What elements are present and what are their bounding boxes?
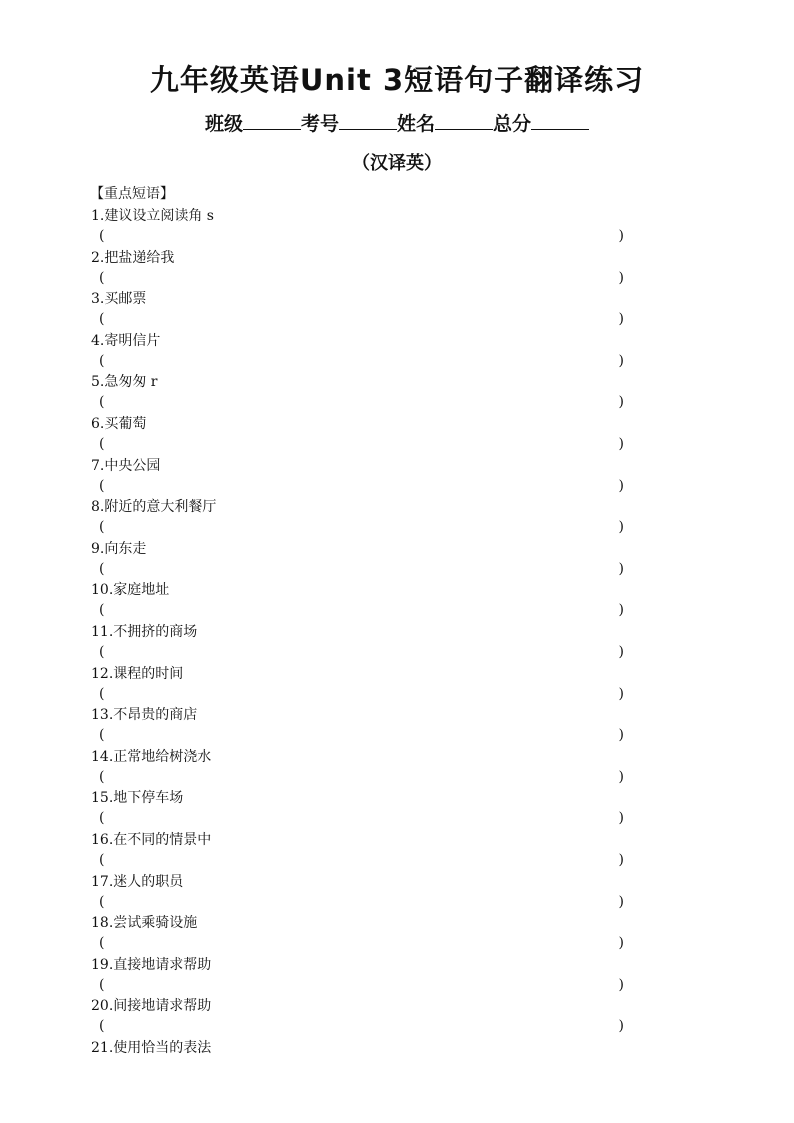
right-bracket: ) bbox=[618, 727, 624, 744]
left-bracket: ( bbox=[99, 893, 105, 910]
answer-field[interactable] bbox=[99, 808, 624, 828]
exercise-item bbox=[91, 331, 631, 373]
left-bracket: ( bbox=[99, 435, 105, 452]
left-bracket: ( bbox=[99, 935, 105, 952]
exercise-question: 17.迷人的职员 bbox=[91, 873, 184, 890]
exercise-question: 4.寄明信片 bbox=[91, 332, 161, 349]
exercise-item bbox=[91, 913, 631, 955]
exercise-question: 2.把盐递给我 bbox=[91, 249, 175, 266]
class-blank[interactable] bbox=[243, 111, 301, 130]
exercise-item bbox=[91, 206, 631, 248]
exam-number-blank[interactable] bbox=[339, 111, 397, 130]
exercise-question: 13.不昂贵的商店 bbox=[91, 707, 198, 724]
answer-field[interactable] bbox=[99, 600, 624, 620]
exercise-question: 7.中央公园 bbox=[91, 457, 161, 474]
exercise-item bbox=[91, 872, 631, 914]
right-bracket: ) bbox=[618, 976, 624, 993]
exercise-item bbox=[91, 1038, 631, 1080]
right-bracket: ) bbox=[618, 352, 624, 369]
exercise-question: 12.课程的时间 bbox=[91, 665, 184, 682]
answer-field[interactable] bbox=[99, 226, 624, 246]
student-info-line bbox=[0, 110, 794, 138]
right-bracket: ) bbox=[618, 935, 624, 952]
left-bracket: ( bbox=[99, 352, 105, 369]
left-bracket: ( bbox=[99, 228, 105, 244]
exam-number-label: 考号 bbox=[300, 113, 339, 135]
page-title: 九年级英语Unit 3短语句子翻译练习 bbox=[149, 63, 645, 97]
left-bracket: ( bbox=[99, 602, 105, 619]
name-label: 姓名 bbox=[397, 113, 436, 135]
left-bracket: ( bbox=[99, 810, 105, 827]
answer-field[interactable] bbox=[99, 351, 624, 371]
exercise-item bbox=[91, 456, 631, 498]
answer-field[interactable] bbox=[99, 975, 624, 995]
exercise-item bbox=[91, 705, 631, 747]
right-bracket: ) bbox=[618, 311, 624, 328]
exercise-question: 18.尝试乘骑设施 bbox=[91, 915, 198, 932]
exercise-item bbox=[91, 996, 631, 1038]
exercise-item bbox=[91, 788, 631, 830]
answer-field[interactable] bbox=[99, 933, 624, 953]
exercise-item bbox=[91, 414, 631, 456]
right-bracket: ) bbox=[618, 435, 624, 452]
section-heading: 【重点短语】 bbox=[90, 186, 174, 202]
exercise-question: 15.地下停车场 bbox=[91, 790, 184, 807]
left-bracket: ( bbox=[99, 394, 105, 411]
exercise-item bbox=[91, 372, 631, 414]
right-bracket: ) bbox=[618, 893, 624, 910]
exercise-item bbox=[91, 664, 631, 706]
exercise-question: 3.买邮票 bbox=[91, 291, 147, 308]
right-bracket: ) bbox=[618, 810, 624, 827]
answer-field[interactable] bbox=[99, 850, 624, 870]
answer-field[interactable] bbox=[99, 309, 624, 329]
left-bracket: ( bbox=[99, 768, 105, 785]
exercise-item bbox=[91, 955, 631, 997]
left-bracket: ( bbox=[99, 1018, 105, 1035]
subtitle: （汉译英） bbox=[352, 153, 442, 174]
answer-field[interactable] bbox=[99, 476, 624, 496]
exercise-question: 9.向东走 bbox=[91, 540, 147, 557]
left-bracket: ( bbox=[99, 976, 105, 993]
answer-field[interactable] bbox=[99, 684, 624, 704]
exercise-question: 1.建议设立阅读角 s bbox=[91, 208, 214, 224]
left-bracket: ( bbox=[99, 560, 105, 577]
left-bracket: ( bbox=[99, 519, 105, 536]
exercise-question: 5.急匆匆 r bbox=[91, 374, 158, 391]
exercise-item bbox=[91, 289, 631, 331]
right-bracket: ) bbox=[618, 851, 624, 868]
class-label: 班级 bbox=[204, 113, 243, 135]
right-bracket: ) bbox=[618, 477, 624, 494]
left-bracket: ( bbox=[99, 851, 105, 868]
right-bracket: ) bbox=[618, 768, 624, 785]
left-bracket: ( bbox=[99, 685, 105, 702]
right-bracket: ) bbox=[618, 228, 624, 244]
left-bracket: ( bbox=[99, 727, 105, 744]
exercise-item bbox=[91, 580, 631, 622]
exercise-item bbox=[91, 497, 631, 539]
answer-field[interactable] bbox=[99, 434, 624, 454]
exercise-item bbox=[91, 248, 631, 290]
exercise-question: 8.附近的意大利餐厅 bbox=[91, 499, 217, 516]
name-blank[interactable] bbox=[435, 111, 493, 130]
exercise-question: 11.不拥挤的商场 bbox=[91, 623, 198, 640]
exercise-question: 20.间接地请求帮助 bbox=[91, 998, 212, 1015]
right-bracket: ) bbox=[618, 519, 624, 536]
answer-field[interactable] bbox=[99, 517, 624, 537]
left-bracket: ( bbox=[99, 311, 105, 328]
right-bracket: ) bbox=[618, 1018, 624, 1035]
exercise-question: 14.正常地给树浇水 bbox=[91, 748, 212, 765]
score-blank[interactable] bbox=[531, 111, 589, 130]
right-bracket: ) bbox=[618, 560, 624, 577]
exercise-question: 16.在不同的情景中 bbox=[91, 831, 212, 848]
score-label: 总分 bbox=[493, 113, 532, 135]
right-bracket: ) bbox=[618, 394, 624, 411]
exercise-item bbox=[91, 747, 631, 789]
exercise-item bbox=[91, 622, 631, 664]
exercise-question: 10.家庭地址 bbox=[91, 582, 170, 599]
answer-field[interactable] bbox=[99, 642, 624, 662]
answer-field[interactable] bbox=[99, 767, 624, 787]
answer-field[interactable] bbox=[99, 392, 624, 412]
left-bracket: ( bbox=[99, 269, 105, 286]
exercise-item bbox=[91, 539, 631, 581]
answer-field[interactable] bbox=[99, 1016, 624, 1036]
exercise-item bbox=[91, 830, 631, 872]
exercise-question: 6.买葡萄 bbox=[91, 415, 147, 432]
exercise-list bbox=[91, 206, 631, 1079]
left-bracket: ( bbox=[99, 643, 105, 660]
answer-field[interactable] bbox=[99, 892, 624, 912]
right-bracket: ) bbox=[618, 269, 624, 286]
exercise-question: 21.使用恰当的表法 bbox=[91, 1039, 212, 1056]
answer-field[interactable] bbox=[99, 559, 624, 579]
answer-field[interactable] bbox=[99, 268, 624, 288]
left-bracket: ( bbox=[99, 477, 105, 494]
exercise-question: 19.直接地请求帮助 bbox=[91, 956, 212, 973]
right-bracket: ) bbox=[618, 602, 624, 619]
right-bracket: ) bbox=[618, 685, 624, 702]
right-bracket: ) bbox=[618, 643, 624, 660]
answer-field[interactable] bbox=[99, 725, 624, 745]
